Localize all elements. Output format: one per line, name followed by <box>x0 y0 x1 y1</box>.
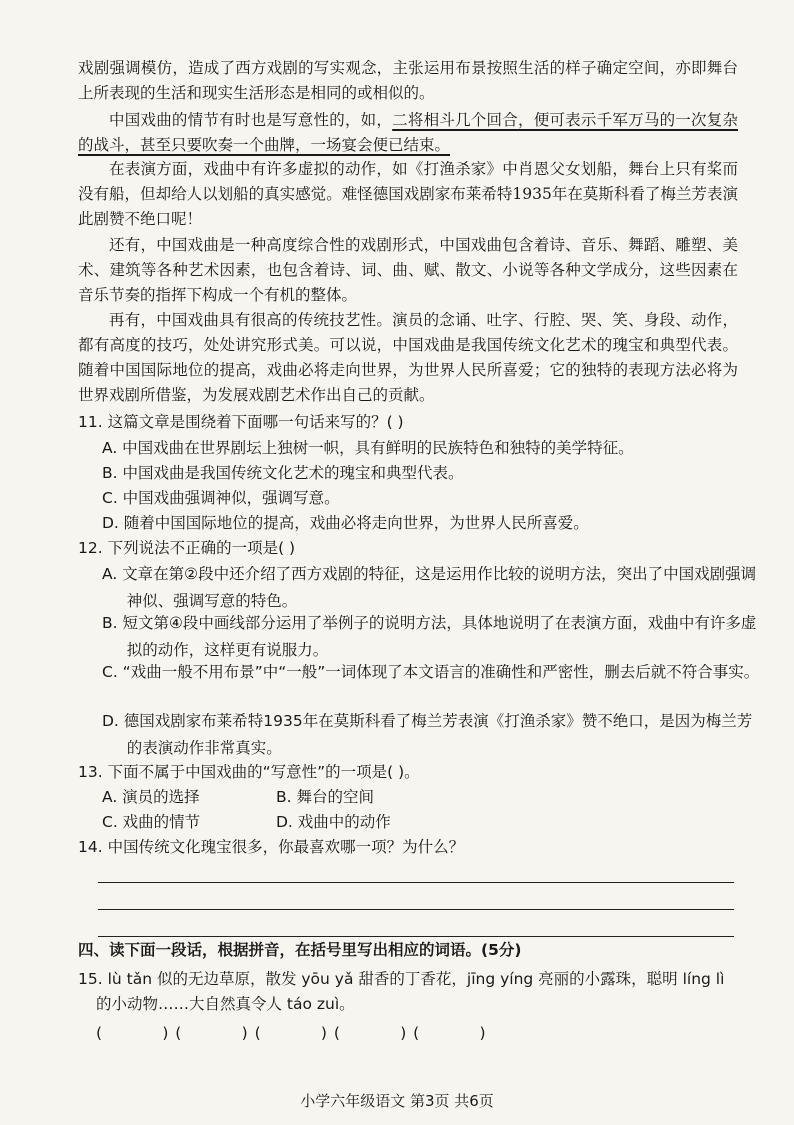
question-11-stem: 11. 这篇文章是围绕着下面哪一句话来写的？( ) <box>78 413 404 431</box>
question-13-option-a: A. 演员的选择 <box>102 788 200 806</box>
answer-line-3[interactable] <box>98 936 734 937</box>
answer-line-1[interactable] <box>98 882 734 883</box>
question-15-line-1: 15. lù tǎn 似的无边草原，散发 yōu yǎ 甜香的丁香花，jīng yíng 亮丽的小露珠，聪明 líng lì <box>78 970 725 988</box>
page-footer: 小学六年级语文 第3页 共6页 <box>300 1092 494 1110</box>
question-11-option-c: C. 中国戏曲强调神似，强调写意。 <box>102 489 340 507</box>
question-15-line-2: 的小动物……大自然真令人 táo zuì。 <box>96 995 355 1013</box>
answer-blanks[interactable]: ( ) ( ) ( ) ( ) ( ) <box>96 1024 487 1042</box>
answer-line-2[interactable] <box>98 909 734 910</box>
question-11-option-a: A. 中国戏曲在世界剧坛上独树一帜，具有鲜明的民族特色和独特的美学特征。 <box>102 439 634 457</box>
section-4-heading: 四、读下面一段话，根据拼音，在括号里写出相应的词语。(5分) <box>78 941 522 959</box>
passage-paragraph-2-text: 中国戏曲的情节有时也是写意性的，如， <box>109 111 393 129</box>
question-11-option-b: B. 中国戏曲是我国传统文化艺术的瑰宝和典型代表。 <box>102 464 464 482</box>
passage-paragraph-3: 在表演方面，戏曲中有许多虚拟的动作，如《打渔杀家》中肖恩父女划船，舞台上只有桨而没有船，但却给人以划船的真实感觉。难怪德国戏剧家布莱希特1935年在莫斯科看了梅兰芳表演此剧赞不绝口呢！ <box>78 160 738 228</box>
question-12-stem: 12. 下列说法不正确的一项是( ) <box>78 539 296 557</box>
question-13-option-c: C. 戏曲的情节 <box>102 813 201 831</box>
passage-paragraph-1: 戏剧强调模仿，造成了西方戏剧的写实观念，主张运用布景按照生活的样子确定空间，亦即舞台上所表现的生活和现实生活形态是相同的或相似的。 <box>78 59 738 102</box>
question-12-option-a: A. 文章在第②段中还介绍了西方戏剧的特征，这是运用作比较的说明方法，突出了中国戏剧强调神似、强调写意的特色。 <box>102 565 757 610</box>
question-12-option-b: B. 短文第④段中画线部分运用了举例子的说明方法，具体地说明了在表演方面，戏曲中有许多虚拟的动作，这样更有说服力。 <box>102 614 757 659</box>
question-14-stem: 14. 中国传统文化瑰宝很多，你最喜欢哪一项？为什么？ <box>78 838 465 856</box>
question-12-option-c: C. “戏曲一般不用布景”中“一般”一词体现了本文语言的准确性和严密性，删去后就不符合事实。 <box>102 663 760 681</box>
passage-paragraph-4: 还有，中国戏曲是一种高度综合性的戏剧形式，中国戏曲包含着诗、音乐、舞蹈、雕塑、美术、建筑等各种艺术因素，也包含着诗、词、曲、赋、散文、小说等各种文学成分，这些因素在音乐节奏的指挥下构成一个有机的整体。 <box>78 236 738 304</box>
underlined-example: 二将相斗几个回合，便可表示千军万马的一次复杂的战斗，甚至只要吹奏一个曲牌，一场宴会便已结束。 <box>78 111 738 154</box>
passage-paragraph-5: 再有，中国戏曲具有很高的传统技艺性。演员的念诵、吐字、行腔、哭、笑、身段、动作，都有高度的技巧，处处讲究形式美。可以说，中国戏曲是我国传统文化艺术的瑰宝和典型代表。随着中国国际地位的提高，戏曲必将走向世界，为世界人民所喜爱；它的独特的表现方法必将为世界戏剧所借鉴，为发展戏剧艺术作出自己的贡献。 <box>78 311 738 404</box>
question-13-option-b: B. 舞台的空间 <box>276 788 374 806</box>
question-11-option-d: D. 随着中国国际地位的提高，戏曲必将走向世界，为世界人民所喜爱。 <box>102 514 589 532</box>
question-12-option-d: D. 德国戏剧家布莱希特1935年在莫斯科看了梅兰芳表演《打渔杀家》赞不绝口，是因为梅兰芳的表演动作非常真实。 <box>102 712 753 757</box>
question-13-stem: 13. 下面不属于中国戏曲的“写意性”的一项是( )。 <box>78 763 420 781</box>
passage-paragraph-2 <box>78 108 738 158</box>
question-13-option-d: D. 戏曲中的动作 <box>276 813 391 831</box>
